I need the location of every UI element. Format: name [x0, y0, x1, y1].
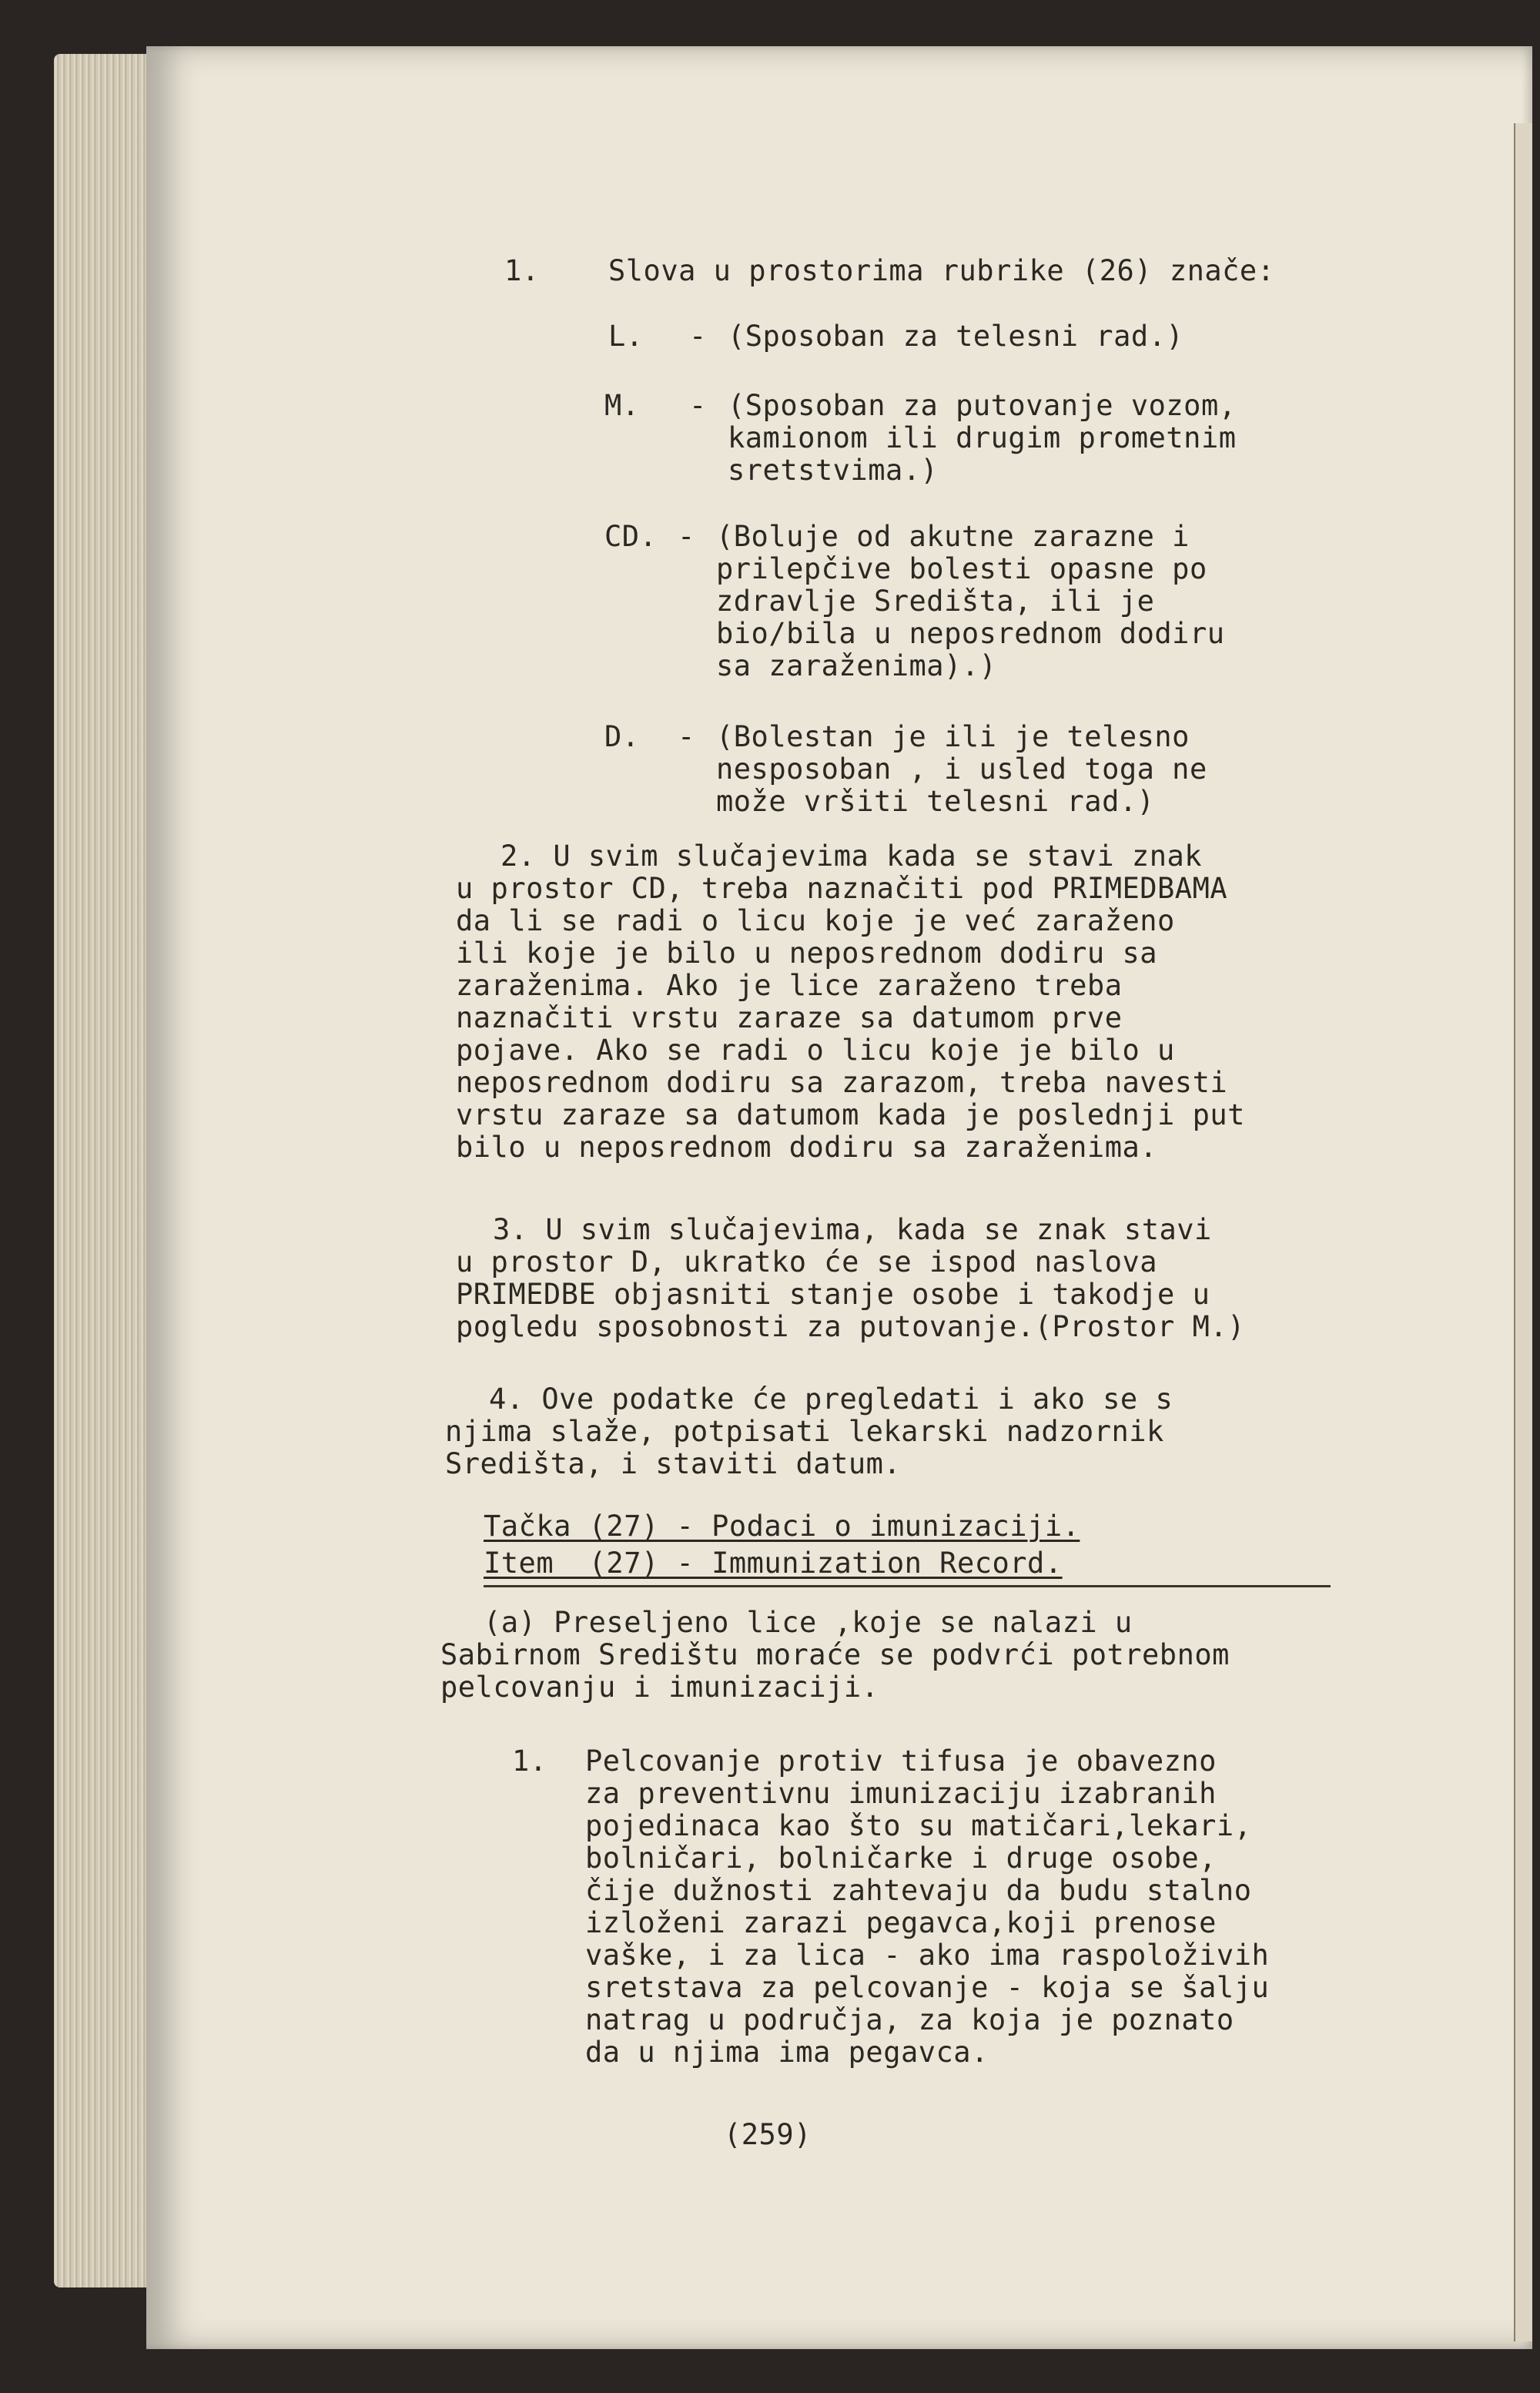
code-M: M.	[604, 389, 640, 422]
desc-D-line: može vršiti telesni rad.)	[716, 785, 1155, 818]
item2-line: 2. U svim slučajevima kada se stavi znak	[500, 840, 1203, 873]
para-1-line: pojedinaca kao što su matičari,lekari,	[585, 1809, 1252, 1842]
para-1-line: za preventivnu imunizaciju izabranih	[585, 1777, 1217, 1810]
desc-CD-line: prilepčive bolesti opasne po	[716, 552, 1207, 585]
para-a-line: Sabirnom Središtu moraće se podvrći potrebnom	[440, 1638, 1230, 1671]
code-L: L.	[608, 320, 644, 353]
dash-L: -	[689, 320, 707, 353]
para-1-line: Pelcovanje protiv tifusa je obavezno	[585, 1744, 1217, 1778]
item1-number: 1.	[504, 254, 540, 287]
para-1-line: natrag u područja, za koja je poznato	[585, 2003, 1234, 2036]
para-1-line: bolničari, bolničarke i druge osobe,	[585, 1842, 1217, 1875]
desc-M-line: kamionom ili drugim prometnim	[728, 421, 1237, 454]
item4-line: njima slaže, potpisati lekarski nadzornik	[445, 1415, 1164, 1448]
para-1-line: sretstava za pelcovanje - koja se šalju	[585, 1971, 1270, 2004]
item3-line: 3. U svim slučajevima, kada se znak stavi	[493, 1213, 1212, 1246]
item2-line: bilo u neposrednom dodiru sa zaraženima.	[456, 1131, 1158, 1164]
item1-intro: Slova u prostorima rubrike (26) znače:	[608, 254, 1275, 287]
item3-line: PRIMEDBE objasniti stanje osobe i takodje u	[456, 1278, 1210, 1311]
desc-D-line: nesposoban , i usled toga ne	[716, 752, 1207, 786]
desc-L: (Sposoban za telesni rad.)	[728, 320, 1184, 353]
desc-CD-line: (Boluje od akutne zarazne i	[716, 520, 1190, 553]
dash-M: -	[689, 389, 707, 422]
item4-line: 4. Ove podatke će pregledati i ako se s	[489, 1383, 1173, 1416]
para-1-line: vaške, i za lica - ako ima raspoloživih	[585, 1939, 1270, 1972]
heading-rule	[484, 1585, 1331, 1587]
para-a-line: (a) Preseljeno lice ,koje se nalazi u	[484, 1606, 1133, 1639]
desc-M-line: (Sposoban za putovanje vozom,	[728, 389, 1237, 422]
para-a-line: pelcovanju i imunizaciji.	[440, 1671, 879, 1704]
item2-line: ili koje je bilo u neposrednom dodiru sa	[456, 937, 1158, 970]
section-heading-english: Item (27) - Immunization Record.	[484, 1547, 1063, 1580]
desc-D-line: (Bolestan je ili je telesno	[716, 720, 1190, 753]
para-1-number: 1.	[512, 1744, 547, 1778]
desc-CD-line: bio/bila u neposrednom dodiru	[716, 617, 1225, 650]
code-D: D.	[604, 720, 640, 753]
item2-line: neposrednom dodiru sa zarazom, treba navesti	[456, 1066, 1228, 1099]
item2-line: vrstu zaraze sa datumom kada je poslednji put	[456, 1098, 1245, 1131]
item2-line: zaraženima. Ako je lice zaraženo treba	[456, 969, 1123, 1002]
page-number: (259)	[724, 2118, 812, 2151]
section-heading-serbian: Tačka (27) - Podaci o imunizaciji.	[484, 1510, 1080, 1543]
item4-line: Središta, i staviti datum.	[445, 1447, 902, 1480]
desc-M-line: sretstvima.)	[728, 454, 939, 487]
desc-CD-line: sa zaraženima).)	[716, 649, 997, 682]
item3-line: pogledu sposobnosti za putovanje.(Prostor M.)	[456, 1310, 1245, 1343]
para-1-line: da u njima ima pegavca.	[585, 2036, 989, 2069]
item3-line: u prostor D, ukratko će se ispod naslova	[456, 1245, 1158, 1279]
item2-line: da li se radi o licu koje je već zaraženo	[456, 904, 1175, 937]
item2-line: pojave. Ako se radi o licu koje je bilo u	[456, 1034, 1175, 1067]
code-CD: CD.	[604, 520, 658, 553]
item2-line: u prostor CD, treba naznačiti pod PRIMEDBAMA	[456, 872, 1228, 905]
item2-line: naznačiti vrstu zaraze sa datumom prve	[456, 1001, 1123, 1034]
dash-CD: -	[678, 520, 695, 553]
dash-D: -	[678, 720, 695, 753]
para-1-line: čije dužnosti zahtevaju da budu stalno	[585, 1874, 1252, 1907]
desc-CD-line: zdravlje Središta, ili je	[716, 585, 1155, 618]
para-1-line: izloženi zarazi pegavca,koji prenose	[585, 1906, 1217, 1939]
next-page-edge	[1514, 123, 1532, 2341]
